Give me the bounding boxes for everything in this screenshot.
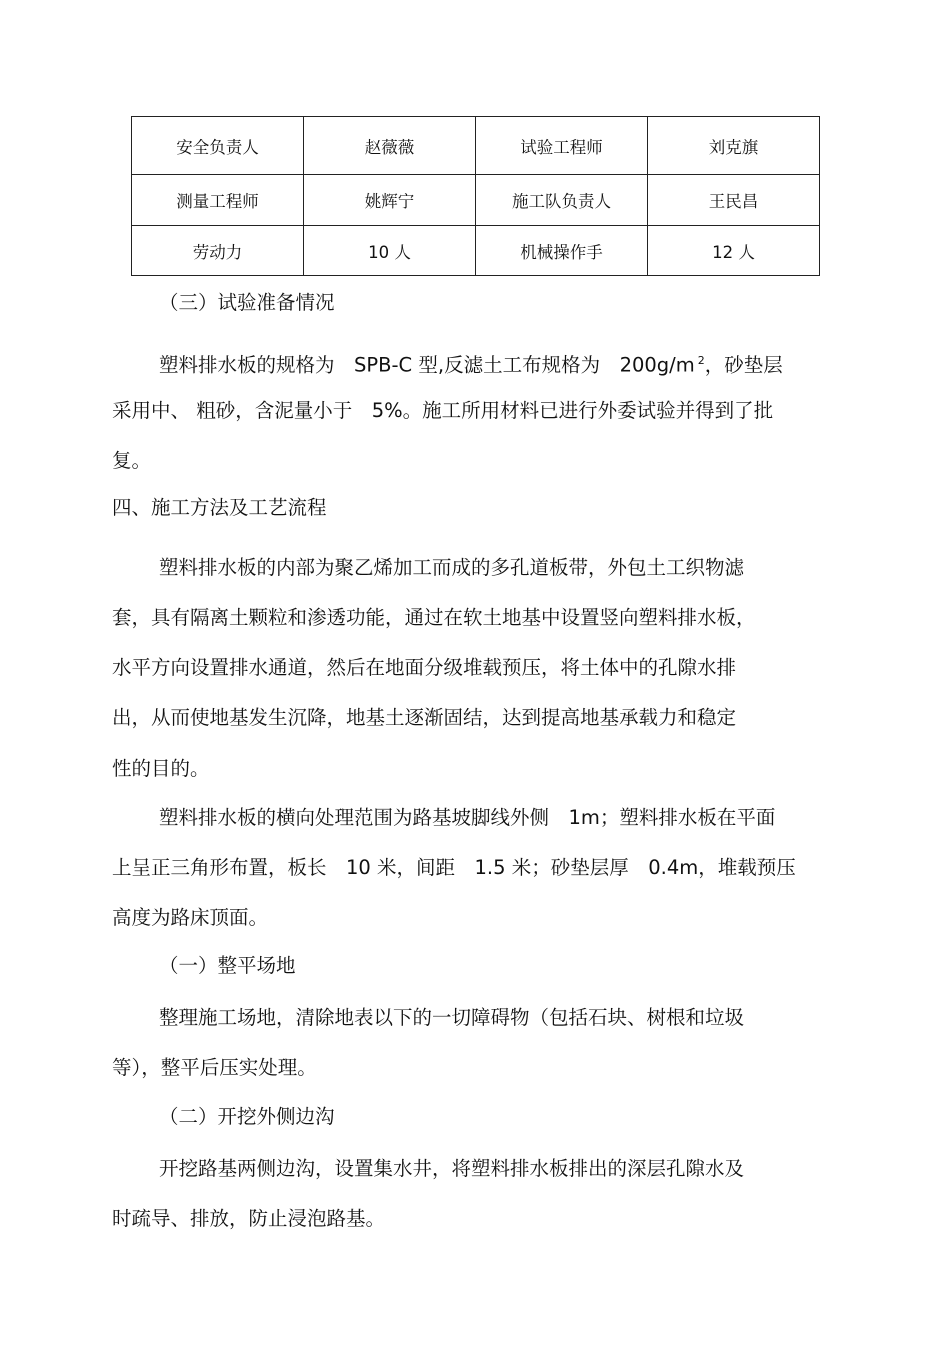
- table-cell: 刘克旗: [648, 117, 820, 175]
- table-cell: 姚辉宁: [304, 175, 476, 226]
- table-cell: 机械操作手: [476, 226, 648, 276]
- table-cell: 赵薇薇: [304, 117, 476, 175]
- paragraph-line: 水平方向设置排水通道，然后在地面分级堆载预压，将土体中的孔隙水排: [112, 656, 737, 679]
- table-cell: 试验工程师: [476, 117, 648, 175]
- paragraph-line: 塑料排水板的内部为聚乙烯加工而成的多孔道板带，外包土工织物滤: [159, 556, 745, 579]
- section-heading-ditch: （二）开挖外侧边沟: [159, 1105, 335, 1128]
- paragraph-line: 采用中、 粗砂，含泥量小于 5%。施工所用材料已进行外委试验并得到了批: [112, 399, 774, 422]
- paragraph-line: 高度为路床顶面。: [112, 906, 269, 929]
- paragraph-line: 上呈正三角形布置，板长 10 米，间距 1.5 米；砂垫层厚 0.4m，堆载预压: [112, 856, 796, 879]
- table-cell: 10 人: [304, 226, 476, 276]
- table-cell: 施工队负责人: [476, 175, 648, 226]
- section-heading-method: 四、施工方法及工艺流程: [112, 496, 327, 519]
- paragraph-line: 整理施工场地，清除地表以下的一切障碍物（包括石块、树根和垃圾: [159, 1006, 745, 1029]
- section-heading-test-prep: （三）试验准备情况: [159, 291, 335, 314]
- paragraph-line: 复。: [112, 449, 152, 472]
- table-cell: 测量工程师: [132, 175, 304, 226]
- table-cell: 12 人: [648, 226, 820, 276]
- table-cell: 王民昌: [648, 175, 820, 226]
- table-row: [132, 117, 820, 175]
- paragraph-line: 出，从而使地基发生沉降，地基土逐渐固结，达到提高地基承载力和稳定: [112, 706, 737, 729]
- table-cell: 安全负责人: [132, 117, 304, 175]
- paragraph-line: 开挖路基两侧边沟，设置集水井，将塑料排水板排出的深层孔隙水及: [159, 1157, 745, 1180]
- table-cell: 劳动力: [132, 226, 304, 276]
- section-heading-leveling: （一）整平场地: [159, 954, 296, 977]
- paragraph-line: 套，具有隔离土颗粒和渗透功能，通过在软土地基中设置竖向塑料排水板，: [112, 606, 756, 629]
- paragraph-line: 等），整平后压实处理。: [112, 1056, 317, 1079]
- paragraph-line: 塑料排水板的规格为 SPB-C 型,反滤土工布规格为 200g/m $^2$，砂垫层: [159, 353, 783, 377]
- paragraph-line: 塑料排水板的横向处理范围为路基坡脚线外侧 1m；塑料排水板在平面: [159, 806, 776, 829]
- paragraph-line: 性的目的。: [112, 757, 210, 780]
- paragraph-line: 时疏导、排放，防止浸泡路基。: [112, 1207, 386, 1230]
- staff-table: [131, 116, 820, 276]
- table-row: [132, 175, 820, 226]
- table-row: [132, 226, 820, 276]
- superscript: 2: [697, 354, 705, 367]
